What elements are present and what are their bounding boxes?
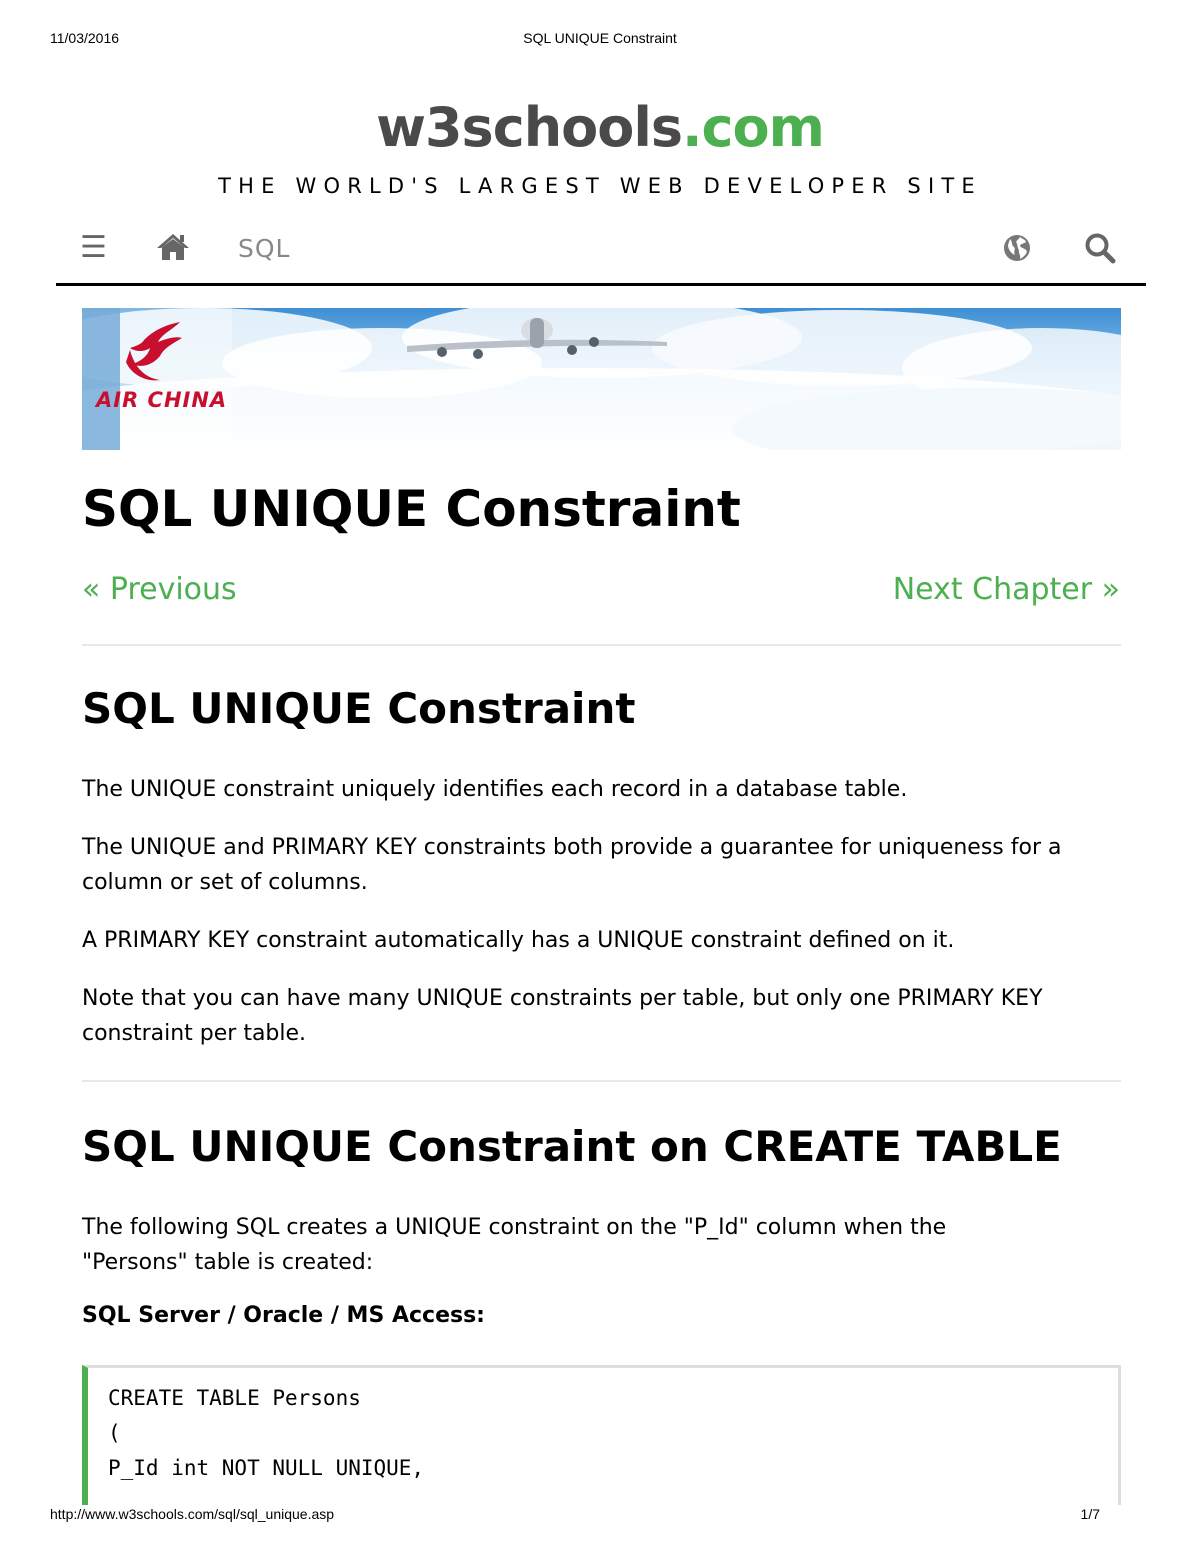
globe-icon[interactable]	[1002, 233, 1032, 263]
print-title: SQL UNIQUE Constraint	[523, 30, 677, 46]
print-date: 11/03/2016	[50, 30, 120, 46]
print-page-number: 1/7	[1080, 1506, 1100, 1522]
search-icon[interactable]	[1084, 232, 1116, 264]
logo-tld: .com	[682, 96, 824, 159]
divider	[82, 1080, 1121, 1082]
ad-banner[interactable]	[82, 308, 1121, 450]
nav-section-sql[interactable]: SQL	[238, 234, 291, 263]
paragraph: Note that you can have many UNIQUE constraints per table, but only one PRIMARY KEY constraint per table.	[82, 986, 1043, 1046]
divider	[82, 644, 1121, 646]
banner-sky-image	[82, 308, 1121, 450]
banner-brand-text: AIR CHINA	[96, 388, 228, 412]
section-heading-unique: SQL UNIQUE Constraint	[82, 684, 636, 733]
next-chapter-link[interactable]: Next Chapter »	[892, 572, 1120, 607]
menu-icon[interactable]: ☰	[80, 230, 107, 265]
print-header	[50, 30, 1150, 48]
paragraph: A PRIMARY KEY constraint automatically has a UNIQUE constraint defined on it.	[82, 928, 955, 953]
paragraph: The following SQL creates a UNIQUE constraint on the "P_Id" column when the "Persons" table is created:	[82, 1215, 947, 1275]
top-navbar	[56, 226, 1146, 286]
section-heading-create-table: SQL UNIQUE Constraint on CREATE TABLE	[82, 1122, 1062, 1171]
print-url: http://www.w3schools.com/sql/sql_unique.asp	[50, 1506, 335, 1522]
site-tagline: THE WORLD'S LARGEST WEB DEVELOPER SITE	[218, 174, 982, 198]
code-line: P_Id int NOT NULL UNIQUE,	[108, 1456, 425, 1480]
logo-main: w3schools	[376, 96, 682, 159]
code-example-title: SQL Server / Oracle / MS Access:	[82, 1303, 485, 1328]
home-icon[interactable]	[156, 232, 190, 262]
page-title: SQL UNIQUE Constraint	[82, 480, 741, 538]
code-line: (	[108, 1421, 121, 1445]
print-footer	[50, 1506, 1150, 1524]
code-line: CREATE TABLE Persons	[108, 1386, 361, 1410]
paragraph: The UNIQUE constraint uniquely identifies each record in a database table.	[82, 777, 908, 802]
paragraph: The UNIQUE and PRIMARY KEY constraints both provide a guarantee for uniqueness for a column or set of columns.	[82, 835, 1062, 895]
code-example-box	[82, 1365, 1121, 1505]
site-logo[interactable]	[0, 96, 1200, 159]
previous-link[interactable]: « Previous	[82, 572, 237, 607]
